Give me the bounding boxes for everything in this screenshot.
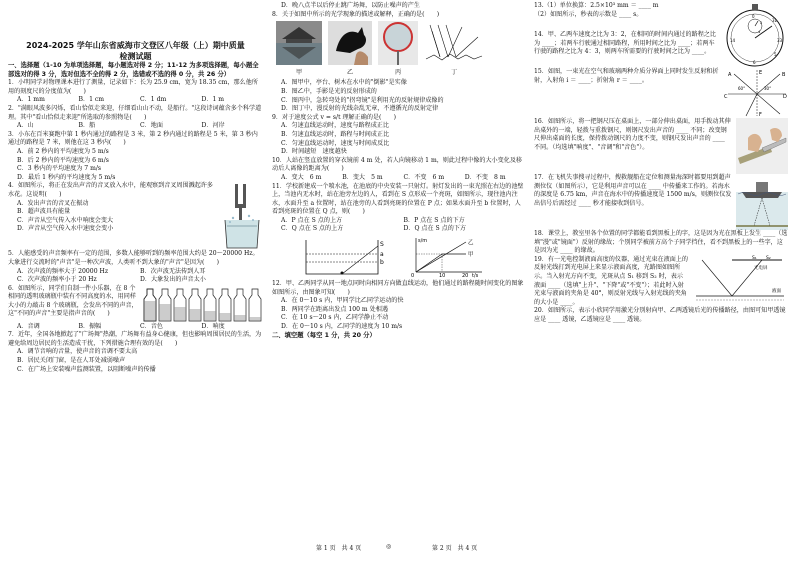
question-20: 20．如图所示，表示小欣同学用激光分别射向甲、乙两透镜后光的传播路径，由图可知甲透镜应是 ____ 透镜，乙透镜应是 ____ 透镜。 [534,307,786,323]
question-1: 1．小明同学对物理课本进行了测量，记录如下：长为 25.9 cm，宽为 18.35 cm，那么他所用的刻度尺的分度值为( ) [8,79,258,95]
ruler-on-desk-photo [736,118,788,174]
q1-option-c: C．1 dm [140,96,167,104]
q10-option-b: B．变大 5 m [342,173,383,181]
q11-options-row-2 [272,225,526,234]
column-2 [272,2,526,340]
question-19: 19．有一光电控制液面高度的仪器，通过光束在液面上的反射光线打到光电屏上来显示液面高度，光路图如图所示。当入射光方向不变，光斑从点 S₁ 移到 S₂ 时，表示液面 ____（选填"上升"、"下降"或"不变"）；若此时入射光束与液面的夹角是 40°，则反射光线与入射光线的夹角的大小是 ____。 [534,255,689,306]
q8-figure-bing [378,21,418,77]
diffuse-reflection-diagram [424,21,484,65]
q10-option-a: A．变大 6 m [281,173,322,181]
q8-figures [276,21,526,77]
q8-option-b: B．图乙中，手影是光的反射形成的 [281,87,377,95]
q3-option-d: D．最后 1 秒内的平均速度为 5 m/s [17,173,116,181]
title-line-1: 2024-2025 学年山东省威海市文登区八年级（上）期中质量 [26,41,245,50]
refraction-label-c: C [724,94,728,100]
q10-option-c: C．不变 6 m [403,173,445,181]
distance-time-graph [406,236,486,278]
q9-option-a: A．匀速直线运动时，速度与路程成正比 [281,122,389,130]
q2-option-c: C．地面 [140,122,163,130]
q1-option-d: D．1 m [201,96,225,104]
q8-figure-jia [276,21,322,77]
stopwatch-figure [722,2,788,68]
q5-option-c: C．次声波的频率小于 20 Hz [17,276,97,284]
q9-option-d: D．时间越短 速度越快 [281,148,347,156]
question-17: 17．在飞机失事搜寻过程中，搜救舰船在定位和测量海深时都要用到超声测位仪（如图所示），它是利用声音可以在 ____ 中传播来工作的。若海水的深度是 6.75 km，声音在海水中的传播速度是 1500 m/s，则测位仪发出信号后需经过 ____ 秒才能接收到信号。 [534,174,732,207]
graph-label-20: 20 [462,273,469,280]
q4-option-b: B．超声波具有能量 [17,208,71,216]
refraction-angle-60: 60° [738,86,746,91]
q3-option-c: C．3 秒内的平均速度为 7 m/s [17,165,102,173]
question-2: 2．"满眼风波多闪烁，看山恰似走来迎，仔细看山山不动，是船行。"这段诗词蕴含多个科学道理。其中"看山恰似走来迎"所选取的参照物是( ) [8,104,262,121]
q11-option-b: B．P 点在 S 点的下方 [403,216,465,224]
pool-light-diagram [302,236,382,278]
q2-options [8,122,263,131]
q6-block [8,285,263,319]
q1-option-a: A．1 mm [17,96,45,104]
q4-option-d: D．声音从空气传入水中速度会变小 [17,225,114,233]
q8-option-c: C．图丙中，急转弯处的"拐弯镜"是利用光的反射规律成像的 [281,96,444,104]
question-10: 10．人站在竖直放置的穿衣镜前 4 m 处，若人向镜移动 1 m，则此过程中像的大小变化及移动后人离像的距离为( ) [272,156,523,173]
q10-option-d: D．不变 8 m [464,173,506,181]
graph-label-t: t/s [472,273,479,280]
stopwatch-label-2: 2 [760,21,763,25]
sensor-label-s2: S₂ [766,255,771,261]
q8-option-a: A．图甲中，亭台、树木在水中的"倒影"是实像 [281,79,407,87]
q7-option-d: D．晚八点半以后停止跳广场舞，以防止噪声的产生 [281,2,420,9]
graph-label-jia: 甲 [468,252,474,259]
q16-block [534,118,788,152]
q2-option-a: A．山 [17,122,34,130]
q8-label-bing: 丙 [394,68,402,76]
stopwatch-label-31: 31 [772,18,778,23]
q11-option-a: A．P 点在 S 点的上方 [281,216,343,224]
q3-option-b: B．后 2 秒内的平均速度为 6 m/s [17,156,109,164]
q3-option-a: A．前 2 秒内的平均速度为 5 m/s [17,147,109,155]
stopwatch-label-0: 0 [752,14,755,19]
title-line-2: 检测试题 [119,52,152,61]
q1-option-b: B．1 cm [78,96,105,104]
graph-label-yi: 乙 [468,240,474,247]
q11-option-c: C．Q 点在 S 点的上方 [281,225,344,233]
question-9: 9．对于速度公式 v = s/t 理解正确的是( ) [272,113,396,121]
question-5: 5．人能感受的声音频率有一定的范围，多数人能够听到的频率范围大约是 20～20000 Hz。大象进行交流时的"声音"是一种次声波，人类听不到大象的"声音"是因为( ) [8,250,259,266]
stopwatch-label-14: 14 [730,38,736,43]
refraction-diagram [724,68,788,118]
stopwatch-label-33: 33 [777,38,783,43]
q5-option-d: D．大象发出的声音太小 [140,276,206,284]
q10-options [272,174,526,183]
question-8: 8．关于如图中所示的光学现象的描述或解释，正确的是( ) [272,10,440,18]
q12-option-b: B．两同学在距离出发点 100 m 处相遇 [281,305,388,313]
sensor-label-liquid: 液面 [772,288,781,294]
glass-bottles-figure [143,285,263,323]
q7-option-c: C．在广场上安装噪声监测装置，以阻断噪声的传播 [17,365,156,373]
sensor-label-s1: S₁ [752,255,757,261]
page-number-1: 第 1 页 共 4 页 [316,545,362,552]
q8-label-jia: 甲 [295,68,303,76]
graph-label-origin: 0 [411,273,415,280]
q7-option-b: B．居民关闭门窗，是在人耳处减弱噪声 [17,357,126,365]
q7-option-a: A．调节音响的音量，使声音的音调不要太高 [17,348,138,356]
q2-option-b: B．船 [78,122,96,130]
q12-option-a: A．在 0～10 s 内，甲同学比乙同学运动的快 [281,297,404,305]
q6-options [8,323,263,332]
column-1 [8,2,263,374]
pool-label-s: S [380,241,384,249]
page-center-mark-icon: ◎ [386,543,392,550]
q4-option-c: C．声音从空气传入水中响度会变大 [17,216,114,224]
q8-figure-yi [328,21,372,77]
q6-option-a: A．音调 [17,322,40,330]
convex-mirror-photo [378,21,418,65]
q8-label-yi: 乙 [346,68,354,76]
q11-q12-figures [302,236,526,278]
stopwatch-label-4: 4 [758,30,761,34]
exam-title [8,40,263,62]
q6-option-d: D．响度 [201,322,225,330]
q4-block [8,182,263,234]
stopwatch-label-6: 6 [753,60,756,65]
question-15: 15．如图，一束光在空气和玻璃两种介质分界面上同时发生反射和折射，入射角 i ＝ ____；折射角 r ＝ ____。 [534,68,719,84]
question-12: 12．甲、乙两同学从同一地点同时向相同方向做直线运动，他们通过的路程随时间变化的图象如图所示，由图象可知( ) [272,280,524,296]
q9-option-b: B．匀速直线运动时，路程与时间成正比 [281,130,390,138]
question-16: 16．如图所示，将一把钢尺压在桌面上，一部分伸出桌面，用手拨动其伸出桌外的一端，轻拨与重拨钢尺，则钢尺发出声音的 ____ 不同；改变钢尺伸出桌面的长度，保持拨动钢尺的力度不变，则钢尺发出声音的 ____ 不同。（均选填"响度"、"音调"和"音色"）。 [534,118,731,151]
refraction-label-f: F [759,112,762,118]
refraction-label-e: E [759,70,763,76]
q17-block [534,174,788,208]
stopwatch-label-5: 5 [774,52,777,57]
page-number-2: 第 2 页 共 4 页 [432,545,478,552]
q9-option-c: C．匀速直线运动时，速度与时间成反比 [281,139,390,147]
graph-label-s: s/m [418,238,428,245]
question-3: 3．小东在百米赛跑中第 1 秒内通过的路程是 3 米，第 2 秒内通过的路程是 5 米，第 3 秒内通过的路程是 7 米，则他在这 3 秒内( ) [8,130,258,147]
refraction-label-b: B [782,72,786,78]
question-4: 4．如图所示，将正在发出声音的音叉放入水中，能观察到音叉周围溅起许多水花。这说明( ) [8,182,213,198]
pool-label-a: a [380,251,384,259]
q11-option-d: D．Q 点在 S 点的下方 [403,225,467,233]
question-7: 7．近年，全国各地掀起了"广场舞"热潮，广场舞有益身心健康，但也影响周围居民的生活，为避免给周边居民的生活造成干扰，下列措施合理有效的是( ) [8,331,262,347]
q2-option-d: D．河岸 [201,122,225,130]
q15-block [534,68,788,118]
section-1-heading: 一、选择题（1-10 为单项选择题，每小题选对得 2 分；11-12 为多项选择题，每小题全部选对的得 3 分，选对但选不全的得 2 分，选错或不选的得 0 分，共 26 分） [8,62,259,78]
q6-option-c: C．音色 [140,322,163,330]
column-3 [534,2,788,325]
q5-options-row-1 [8,268,263,277]
q12-option-c: C．在 10 s～20 s 内，乙同学静止不动 [281,314,389,322]
question-11: 11．学校新建成一个喷水池，在池底的中央安装一只射灯。射灯发出的一束光照在右边的池壁上，当池内无水时，站在池旁左边的人，看到在 S 点形成一个亮斑，如图所示，现往池内注水，水面升至 a 位置时，站在池旁的人看到亮斑的位置在 P 点；如果水面升至 b 位置时，人看到亮斑的位置在 Q 点，则( ) [272,182,524,216]
question-6: 6．如图所示，同学们自制一件小乐器，在 8 个相同的透明玻璃瓶中装有不同高度的水，用同样大小的力敲击 8 个玻璃瓶，会发出不同的声音，这"不同的声音"主要是指声音的( ) [8,284,138,318]
light-level-sensor-diagram [692,256,788,306]
q19-block [534,256,788,308]
refraction-angle-30: 30° [764,86,772,91]
q4-option-a: A．发出声音的音叉在振动 [17,199,89,207]
pool-label-b: b [380,259,384,267]
question-18: 18．课堂上，教室里各个位置的同学都能看到黑板上的字，这是因为光在黑板上发生 ____（选填"漫"或"镜面"）反射的缘故；个别同学被前方高个子同学挡住，看不到黑板上的一些字，这是因为光 ____ 的缘故。 [534,230,788,255]
sonar-ship-figure [736,174,788,230]
q12-option-d: D．在 0～10 s 内，乙同学的速度为 10 m/s [281,323,403,331]
q5-option-b: B．次声波无法传到人耳 [140,267,206,275]
q5-options-row-2 [8,276,263,285]
question-13-part-2: （2）如图所示，秒表的示数是 ____ s。 [534,10,643,18]
hand-shadow-photo [328,21,372,65]
q6-option-b: B．振幅 [78,322,102,330]
tuning-fork-beaker-figure [221,182,263,250]
graph-label-10: 10 [439,273,446,280]
question-13-part-1: 13.（1）单位换算：2.5×10³ mm ＝ ____ m [534,2,659,9]
sensor-label-screen: 光电屏 [754,265,768,271]
q5-option-a: A．次声波的频率大于 20000 Hz [17,267,109,275]
question-14: 14．甲、乙两车速度之比为 3：2，在相同的时间内通过的路程之比为 ____；若两车行驶通过相同路程，所用时间之比为 ____；若两车行驶的路程之比为 4：3，则两车所需要的行驶时间之比为 ____。 [534,31,716,56]
q8-option-d: D．图丁中，漫反射的光线杂乱无章，不遵循光的反射定律 [281,105,439,113]
section-2-heading: 二、填空题（每空 1 分，共 20 分） [272,331,376,339]
q8-label-ding: 丁 [450,68,458,76]
pavilion-reflection-photo [276,21,322,65]
refraction-label-d: D [783,94,787,100]
q1-options [8,96,263,105]
refraction-label-a: A [728,72,732,78]
q8-figure-ding [424,21,484,77]
